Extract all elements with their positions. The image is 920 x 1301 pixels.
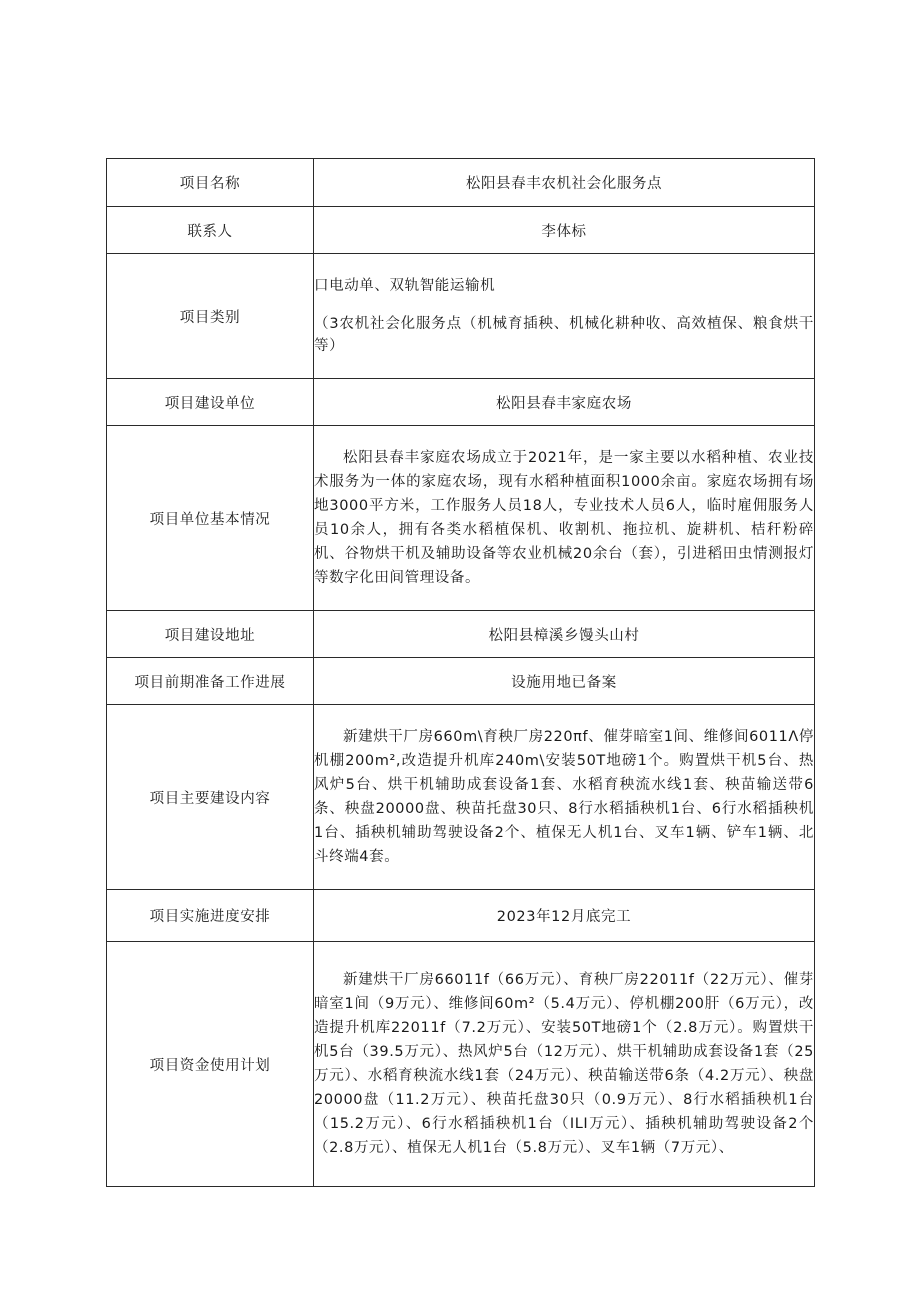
label-address: 项目建设地址 [107, 611, 314, 658]
row-project-name [107, 159, 815, 207]
value-unit: 松阳县春丰家庭农场 [314, 379, 815, 426]
label-construction-content: 项目主要建设内容 [107, 705, 314, 890]
label-funding-plan: 项目资金使用计划 [107, 942, 314, 1187]
row-basic-info [107, 426, 815, 611]
row-contact [107, 207, 815, 254]
value-prep-progress: 设施用地已备案 [314, 658, 815, 705]
category-option-1: 口电动单、双轨智能运输机 [314, 278, 496, 294]
label-schedule: 项目实施进度安排 [107, 890, 314, 942]
label-category: 项目类别 [107, 254, 314, 379]
label-prep-progress: 项目前期准备工作进展 [107, 658, 314, 705]
value-basic-info: 松阳县春丰家庭农场成立于2021年，是一家主要以水稻种植、农业技术服务为一体的家庭农场，现有水稻种植面积1000余亩。家庭农场拥有场地3000平方米，工作服务人员18人，专业技术人员6人，临时雇佣服务人员10余人，拥有各类水稻植保机、收割机、拖拉机、旋耕机、桔秆粉碎机、谷物烘干机及辅助设备等农业机械20余台（套），引进稻田虫情测报灯等数字化田间管理设备。 [314, 426, 815, 611]
row-category [107, 254, 815, 379]
value-contact: 李体标 [314, 207, 815, 254]
label-basic-info: 项目单位基本情况 [107, 426, 314, 611]
value-address: 松阳县樟溪乡馒头山村 [314, 611, 815, 658]
value-funding-plan: 新建烘干厂房66011f（66万元）、育秧厂房22011f（22万元）、催芽暗室1间（9万元）、维修间60m²（5.4万元）、停机棚200肝（6万元），改造提升机库22011f（7.2万元）、安装50T地磅1个（2.8万元）。购置烘干机5台（39.5万元）、热风炉5台（12万元）、烘干机辅助成套设备1套（25万元）、水稻育秧流水线1套（24万元）、秧苗输送带6条（4.2万元）、秧盘20000盘（11.2万元）、秧苗托盘30只（0.9万元）、8行水稻插秧机1台（15.2万元）、6行水稻插秧机1台（ILI万元）、插秧机辅助驾驶设备2个（2.8万元）、植保无人机1台（5.8万元）、叉车1辆（7万元）、 [314, 942, 815, 1187]
row-schedule [107, 890, 815, 942]
row-funding-plan [107, 942, 815, 1187]
label-contact: 联系人 [107, 207, 314, 254]
label-unit: 项目建设单位 [107, 379, 314, 426]
value-category [314, 254, 815, 379]
project-info-table [106, 158, 815, 1187]
value-construction-content: 新建烘干厂房660m\育秧厂房220πf、催芽暗室1间、维修间6011Λ停机棚200m²,改造提升机库240m\安装50T地磅1个。购置烘干机5台、热风炉5台、烘干机辅助成套设备1套、水稻育秧流水线1套、秧苗输送带6条、秧盘20000盘、秧苗托盘30只、8行水稻插秧机1台、6行水稻插秧机1台、插秧机辅助驾驶设备2个、植保无人机1台、叉车1辆、铲车1辆、北斗终端4套。 [314, 705, 815, 890]
value-project-name: 松阳县春丰农机社会化服务点 [314, 159, 815, 207]
label-project-name: 项目名称 [107, 159, 314, 207]
category-option-2: （3农机社会化服务点（机械育插秧、机械化耕种收、高效植保、粮食烘干等） [314, 316, 814, 354]
row-unit [107, 379, 815, 426]
value-schedule: 2023年12月底完工 [314, 890, 815, 942]
row-address [107, 611, 815, 658]
row-construction-content [107, 705, 815, 890]
row-prep-progress [107, 658, 815, 705]
